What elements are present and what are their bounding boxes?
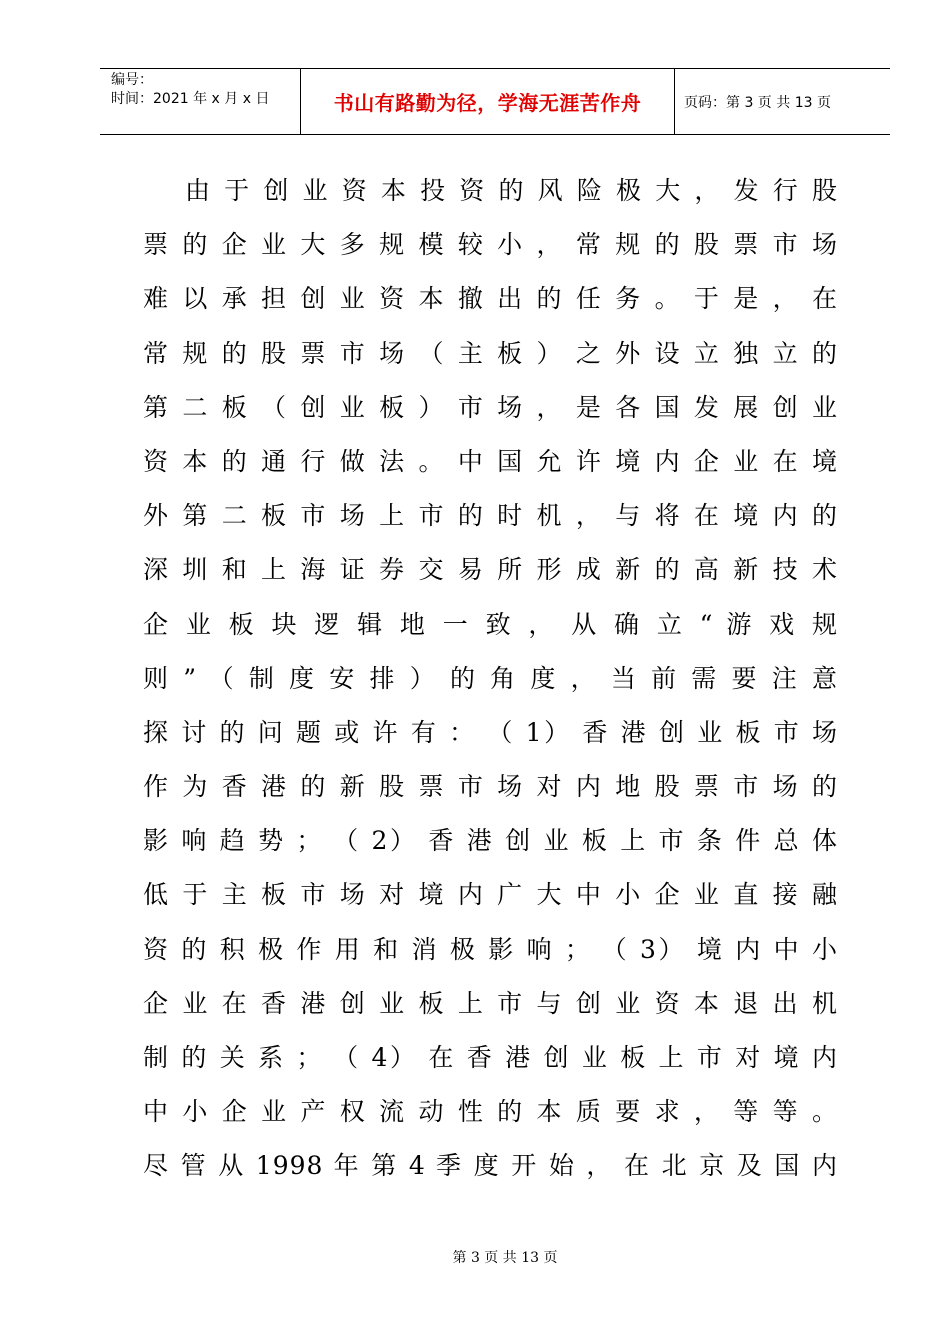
text-line: 第 二 板 （ 创 业 板 ） 市 场 ， 是 各 国 发 展 创 业 xyxy=(143,392,838,422)
number-label: 编号： xyxy=(111,72,153,88)
body-text xyxy=(143,164,838,1194)
text-line: 尽 管 从 1998 年 第 4 季 度 开 始 ， 在 北 京 及 国 内 xyxy=(143,1151,838,1181)
text-line: 常 规 的 股 票 市 场 （ 主 板 ） 之 外 设 立 独 立 的 xyxy=(143,338,838,368)
document-header xyxy=(100,68,890,135)
text-line: 深 圳 和 上 海 证 券 交 易 所 形 成 新 的 高 新 技 术 xyxy=(143,555,838,585)
text-line: 中 小 企 业 产 权 流 动 性 的 本 质 要 求 ， 等 等 。 xyxy=(143,1097,838,1127)
text-line: 票 的 企 业 大 多 规 模 较 小 ， 常 规 的 股 票 市 场 xyxy=(143,230,838,260)
time-label: 时间：2021 年 x 月 x 日 xyxy=(111,91,270,107)
text-line: 企 业 板 块 逻 辑 地 一 致 ， 从 确 立 “ 游 戏 规 xyxy=(143,609,838,639)
text-line: 资 的 积 极 作 用 和 消 极 影 响 ； （ 3） 境 内 中 小 xyxy=(143,934,838,964)
page-footer: 第 3 页 共 13 页 xyxy=(452,1250,558,1266)
header-page-label: 页码：第 3 页 共 13 页 xyxy=(684,94,831,111)
header-meta xyxy=(100,69,301,134)
text-line: 企 业 在 香 港 创 业 板 上 市 与 创 业 资 本 退 出 机 xyxy=(143,988,838,1018)
text-line: 探 讨 的 问 题 或 许 有 ： （ 1） 香 港 创 业 板 市 场 xyxy=(143,717,838,747)
text-line: 制 的 关 系 ； （ 4） 在 香 港 创 业 板 上 市 对 境 内 xyxy=(143,1043,838,1072)
text-line: 作 为 香 港 的 新 股 票 市 场 对 内 地 股 票 市 场 的 xyxy=(143,772,838,802)
text-line: 外 第 二 板 市 场 上 市 的 时 机 ， 与 将 在 境 内 的 xyxy=(143,501,838,531)
header-motto: 书山有路勤为径，学海无涯苦作舟 xyxy=(301,69,675,134)
text-line: 则 ” （ 制 度 安 排 ） 的 角 度 ， 当 前 需 要 注 意 xyxy=(143,663,838,693)
text-line: 低 于 主 板 市 场 对 境 内 广 大 中 小 企 业 直 接 融 xyxy=(143,880,838,910)
text-line: 难 以 承 担 创 业 资 本 撤 出 的 任 务 。 于 是 ， 在 xyxy=(143,284,838,314)
text-line: 由 于 创 业 资 本 投 资 的 风 险 极 大 ， 发 行 股 xyxy=(185,176,838,205)
text-line: 影 响 趋 势 ； （ 2） 香 港 创 业 板 上 市 条 件 总 体 xyxy=(143,826,838,856)
text-line: 资 本 的 通 行 做 法 。 中 国 允 许 境 内 企 业 在 境 xyxy=(143,446,838,476)
